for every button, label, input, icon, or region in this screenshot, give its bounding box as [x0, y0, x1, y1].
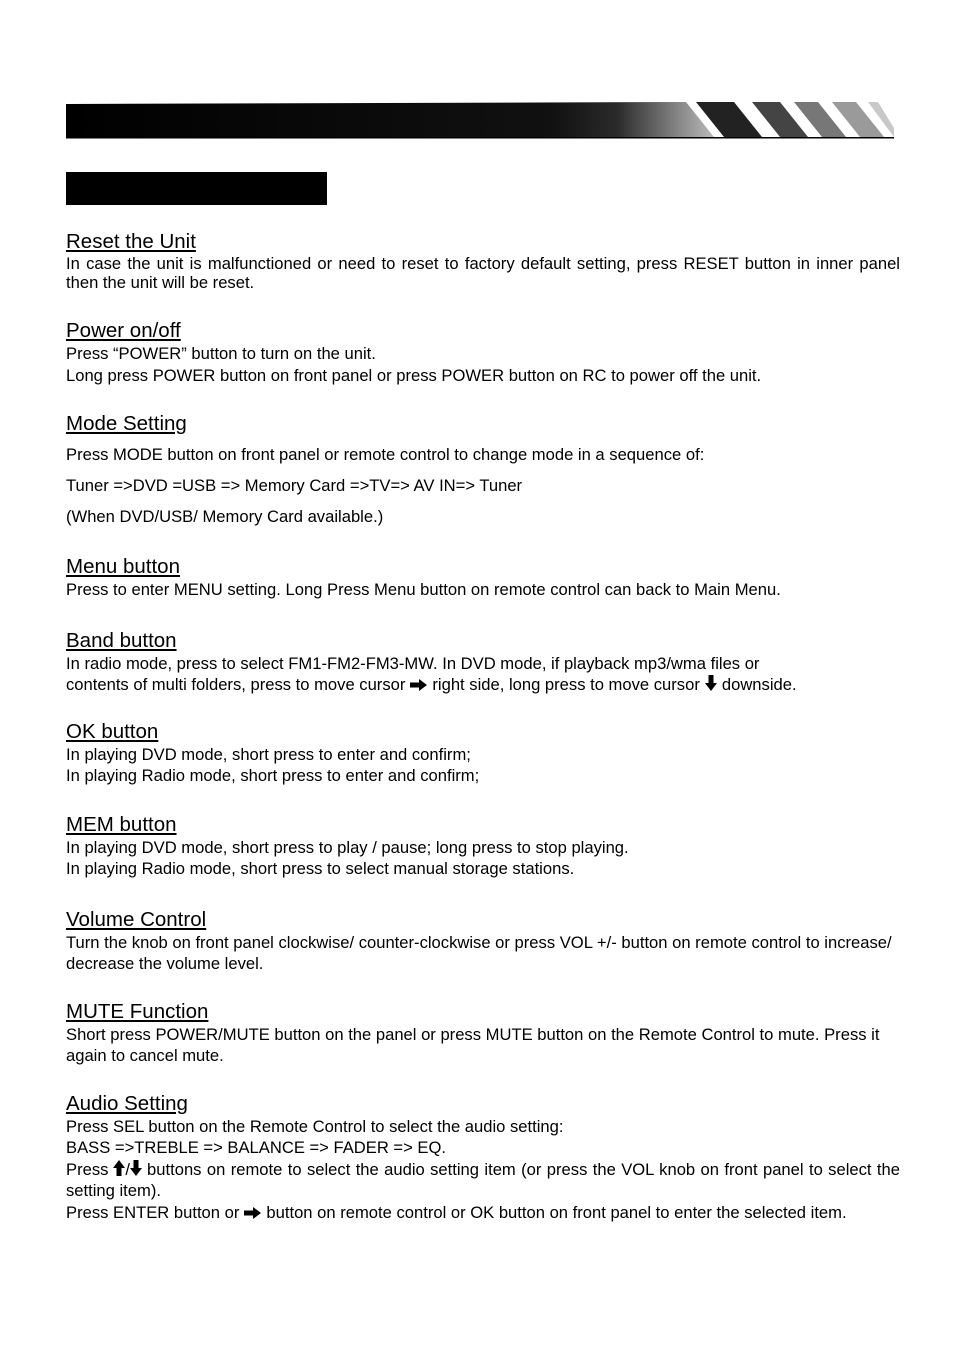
- power-line-1: Press “POWER” button to turn on the unit.: [66, 344, 376, 363]
- ok-line-1: In playing DVD mode, short press to enter and confirm;: [66, 744, 471, 764]
- power-line-2: Long press POWER button on front panel or press POWER button on RC to power off the unit.: [66, 365, 762, 385]
- section-mute: [66, 999, 900, 1067]
- band-line-2b: right side, long press to move cursor: [432, 675, 700, 694]
- heading-reset: Reset the Unit: [66, 230, 196, 253]
- ok-line-2: In playing Radio mode, short press to enter and confirm;: [66, 766, 480, 785]
- audio-slash: /: [125, 1159, 131, 1179]
- menu-text: Press to enter MENU setting. Long Press Menu button on remote control can back to Main Menu.: [66, 580, 781, 599]
- right-arrow-icon: [410, 679, 427, 691]
- audio-line-3b: buttons on remote to select the audio setting item (or press the VOL knob on front panel to select the setting item).: [66, 1159, 900, 1200]
- band-line-1: In radio mode, press to select FM1-FM2-FM3-MW. In DVD mode, if playback mp3/wma files or: [66, 653, 760, 673]
- audio-line-4: [66, 1202, 900, 1224]
- audio-line-3a: Press: [66, 1159, 109, 1179]
- up-arrow-icon: [113, 1160, 125, 1176]
- heading-mode: Mode Setting: [66, 412, 187, 435]
- mode-line-2: Tuner =>DVD =USB => Memory Card =>TV=> AV IN=> Tuner: [66, 476, 523, 495]
- section-audio: [66, 1091, 900, 1224]
- mode-line-3: (When DVD/USB/ Memory Card available.): [66, 507, 384, 526]
- band-line-2a: contents of multi folders, press to move cursor: [66, 675, 406, 694]
- audio-line-3: [66, 1159, 900, 1202]
- heading-audio: Audio Setting: [66, 1091, 188, 1115]
- heading-volume: Volume Control: [66, 907, 207, 931]
- section-power: [66, 318, 900, 386]
- section-title-bar: [66, 172, 327, 205]
- mute-text: Short press POWER/MUTE button on the panel or press MUTE button on the Remote Control to mute. Press it again to cancel mute.: [66, 1024, 880, 1065]
- mem-line-1: In playing DVD mode, short press to play / pause; long press to stop playing.: [66, 837, 629, 857]
- section-band: [66, 628, 900, 696]
- section-ok: [66, 719, 900, 787]
- heading-mem: MEM button: [66, 812, 177, 836]
- volume-text: Turn the knob on front panel clockwise/ counter-clockwise or press VOL +/- button on remote control to increase/ decrease the volume level.: [66, 932, 892, 973]
- heading-band: Band button: [66, 628, 177, 652]
- right-arrow-icon: [244, 1207, 261, 1219]
- section-mem: [66, 812, 900, 880]
- section-volume: [66, 907, 900, 975]
- band-line-2c: downside.: [721, 675, 797, 694]
- mode-line-1: Press MODE button on front panel or remote control to change mode in a sequence of:: [66, 445, 705, 464]
- content: [66, 229, 900, 1223]
- band-line-2: [66, 674, 900, 696]
- section-reset: [66, 229, 900, 292]
- down-arrow-icon: [130, 1160, 142, 1176]
- reset-text: In case the unit is malfunctioned or need to reset to factory default setting, press RESET button in inner panel then the unit will be reset.: [66, 254, 900, 292]
- heading-menu: Menu button: [66, 555, 180, 578]
- mem-line-2: In playing Radio mode, short press to select manual storage stations.: [66, 859, 575, 878]
- section-mode: [66, 411, 900, 532]
- heading-mute: MUTE Function: [66, 999, 209, 1023]
- section-menu: [66, 554, 900, 601]
- header-banner: [66, 100, 894, 140]
- audio-line-1: Press SEL button on the Remote Control to select the audio setting:: [66, 1116, 564, 1136]
- heading-power: Power on/off: [66, 319, 181, 342]
- heading-ok: OK button: [66, 719, 159, 743]
- audio-line-2: BASS =>TREBLE => BALANCE => FADER => EQ.: [66, 1138, 446, 1157]
- down-arrow-icon: [705, 675, 717, 691]
- audio-line-4a: Press ENTER button or: [66, 1202, 240, 1222]
- audio-line-4b: button on remote control or OK button on front panel to enter the selected item.: [266, 1202, 847, 1222]
